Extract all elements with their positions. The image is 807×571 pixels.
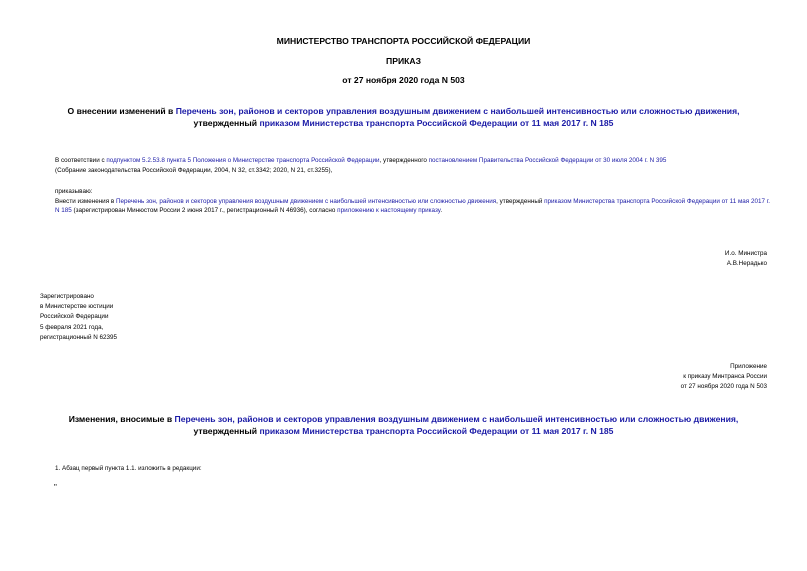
- signatory-title: И.о. Министра: [724, 250, 767, 257]
- changes-heading-prefix: Изменения, вносимые в: [68, 414, 175, 424]
- heading-prefix: О внесении изменений в: [67, 106, 176, 116]
- heading-link-order[interactable]: приказом Министерства транспорта Российской Федерации от 11 мая 2017 г. N 185: [259, 118, 614, 128]
- registration-block: [40, 292, 117, 343]
- change-item-1: 1. Абзац первый пункта 1.1. изложить в редакции:: [55, 465, 202, 472]
- preamble-paragraph: [55, 156, 770, 165]
- registration-line-2: в Министерстве юстиции: [40, 303, 114, 311]
- registration-line-5: регистрационный N 62395: [40, 333, 118, 341]
- heading-line2-prefix: утвержденный: [193, 118, 260, 128]
- document-heading: [40, 105, 767, 129]
- ministry-name: МИНИСТЕРСТВО ТРАНСПОРТА РОССИЙСКОЙ ФЕДЕРАЦИИ: [276, 36, 531, 46]
- preamble-link-regulation[interactable]: подпунктом 5.2.53.8 пункта 5 Положения о Министерстве транспорта Российской Федерации: [106, 157, 380, 164]
- preamble-text-2: , утвержденного: [379, 157, 429, 164]
- changes-heading: [40, 413, 767, 437]
- order-link-list[interactable]: Перечень зон, районов и секторов управления воздушным движением с наибольшей интенсивностью или сложностью движения: [115, 198, 497, 205]
- document-type: ПРИКАЗ: [386, 56, 421, 66]
- registration-line-3: Российской Федерации: [40, 313, 109, 321]
- preamble-continuation: (Собрание законодательства Российской Федерации, 2004, N 32, ст.3342; 2020, N 21, ст.3255),: [55, 167, 333, 174]
- order-text-2: , утвержденный: [496, 198, 545, 205]
- changes-heading-link-list[interactable]: Перечень зон, районов и секторов управления воздушным движением с наибольшей интенсивностью или сложностью движения,: [174, 414, 739, 424]
- preamble-link-decree[interactable]: постановлением Правительства Российской Федерации от 30 июля 2004 г. N 395: [428, 157, 667, 164]
- preamble-text-1: В соответствии с: [55, 157, 107, 164]
- order-text-3: (зарегистрирован Минюстом России 2 июня 2017 г., регистрационный N 46936), согласно: [71, 207, 338, 214]
- appendix-line-2: к приказу Минтранса России: [683, 373, 767, 380]
- signature-block: [725, 249, 767, 269]
- signatory-name: А.В.Нерадько: [726, 260, 767, 267]
- quote-mark: ": [54, 483, 57, 492]
- order-paragraph: [55, 197, 770, 215]
- registration-line-1: Зарегистрировано: [40, 293, 94, 300]
- heading-link-list[interactable]: Перечень зон, районов и секторов управления воздушным движением с наибольшей интенсивностью или сложностью движения,: [175, 106, 740, 116]
- registration-line-4: 5 февраля 2021 года,: [40, 323, 104, 331]
- order-text-4: .: [440, 207, 443, 214]
- document-date: от 27 ноября 2020 года N 503: [342, 75, 465, 85]
- order-link-appendix[interactable]: приложению к настоящему приказу: [337, 207, 441, 214]
- changes-heading-line2-prefix: утвержденный: [193, 426, 260, 436]
- changes-heading-link-order[interactable]: приказом Министерства транспорта Российской Федерации от 11 мая 2017 г. N 185: [259, 426, 614, 436]
- order-word: приказываю:: [55, 188, 93, 195]
- appendix-line-1: Приложение: [730, 363, 767, 370]
- order-link-order[interactable]: приказом Министерства транспорта Российской Федерации от 11 мая 2017 г. N 185: [55, 198, 770, 214]
- appendix-line-3: от 27 ноября 2020 года N 503: [680, 383, 767, 390]
- order-text-1: Внести изменения в: [55, 198, 116, 205]
- appendix-block: [681, 362, 767, 392]
